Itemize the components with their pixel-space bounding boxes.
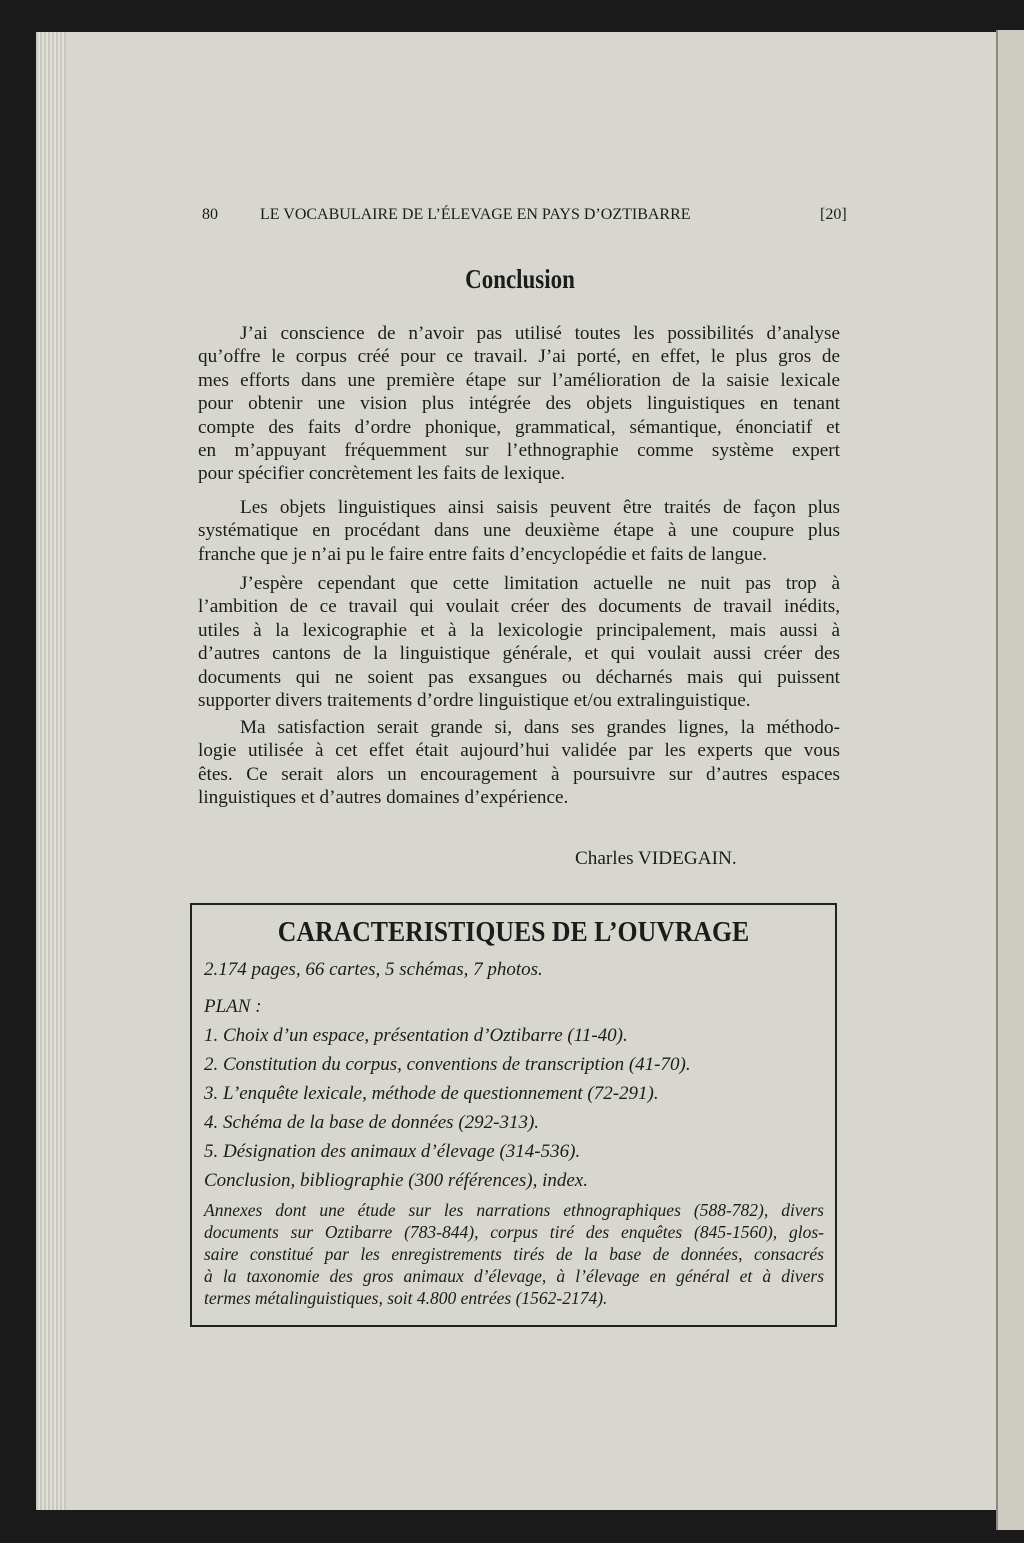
page-edges: [36, 32, 66, 1510]
next-page-edge: [996, 30, 1024, 1530]
text-line: linguistiques et d’autres domaines d’expérience.: [198, 787, 569, 809]
plan-item: 3. L’enquête lexicale, méthode de questionnement (72-291).: [204, 1083, 659, 1104]
plan-label: PLAN :: [204, 996, 262, 1017]
signature: Charles VIDEGAIN.: [575, 848, 737, 869]
text-line: l’ambition de ce travail qui voulait créer des documents de travail inédits,: [198, 596, 840, 618]
plan-item: 1. Choix d’un espace, présentation d’Oztibarre (11-40).: [204, 1025, 628, 1046]
text-line: J’ai conscience de n’avoir pas utilisé toutes les possibilités d’analyse: [240, 323, 840, 344]
box-title: CARACTERISTIQUES DE L’OUVRAGE: [277, 917, 750, 948]
text-line: J’espère cependant que cette limitation actuelle ne nuit pas trop à: [240, 573, 840, 594]
text-line: logie utilisée à cet effet était aujourd’hui validée par les experts que vous: [198, 740, 840, 762]
text-line: utiles à la lexicographie et à la lexicologie principalement, mais aussi à: [198, 619, 840, 641]
summary: 2.174 pages, 66 cartes, 5 schémas, 7 photos.: [204, 959, 543, 980]
text-line: en m’appuyant fréquemment sur l’ethnographie comme système expert: [198, 439, 840, 461]
text-line: documents qui ne soient pas exsangues ou décharnés mais qui puissent: [198, 666, 840, 688]
plan-item: 4. Schéma de la base de données (292-313).: [204, 1112, 540, 1133]
text-line: Ma satisfaction serait grande si, dans ses grandes lignes, la méthodo-: [240, 717, 840, 738]
paragraph-4: [198, 716, 840, 810]
running-title: LE VOCABULAIRE DE L’ÉLEVAGE EN PAYS D’OZTIBARRE: [260, 206, 691, 223]
annexes-line: Annexes dont une étude sur les narrations ethnographiques (588-782), divers: [204, 1200, 824, 1220]
page-number: 80: [202, 206, 218, 223]
text-line: Les objets linguistiques ainsi saisis peuvent être traités de façon plus: [240, 497, 840, 518]
text-line: qu’offre le corpus créé pour ce travail. J’ai porté, en effet, le plus gros de: [198, 346, 840, 368]
annexes-line: documents sur Oztibarre (783-844), corpus tiré des enquêtes (845-1560), glos-: [204, 1222, 824, 1242]
text-line: systématique en procédant dans une deuxième étape à une coupure plus: [198, 520, 840, 542]
text-line: mes efforts dans une première étape sur l’amélioration de la saisie lexicale: [198, 369, 840, 391]
paragraph-3: [198, 572, 840, 712]
text-line: pour obtenir une vision plus intégrée des objets linguistiques en tenant: [198, 393, 840, 415]
book-characteristics-box: [190, 903, 837, 1327]
text-line: pour spécifier concrètement les faits de lexique.: [198, 463, 566, 485]
section-ref: [20]: [820, 206, 847, 223]
text-line: compte des faits d’ordre phonique, grammatical, sémantique, énonciatif et: [198, 416, 840, 438]
paragraph-1: [198, 322, 840, 486]
text-line: supporter divers traitements d’ordre linguistique et/ou extralinguistique.: [198, 689, 751, 711]
plan-item: Conclusion, bibliographie (300 références), index.: [204, 1170, 588, 1191]
annexes-line: termes métalinguistiques, soit 4.800 entrées (1562-2174).: [204, 1288, 608, 1308]
paragraph-2: [198, 496, 840, 566]
plan-item: 2. Constitution du corpus, conventions de transcription (41-70).: [204, 1054, 691, 1075]
text-line: franche que je n’ai pu le faire entre faits d’encyclopédie et faits de langue.: [198, 543, 767, 565]
text-line: êtes. Ce serait alors un encouragement à poursuivre sur d’autres espaces: [198, 763, 840, 785]
annexes-line: saire constitué par les enregistrements tirés de la base de données, consacrés: [204, 1244, 824, 1264]
text-line: d’autres cantons de la linguistique générale, et qui voulait aussi créer des: [198, 643, 840, 665]
section-title: Conclusion: [465, 264, 575, 294]
plan-item: 5. Désignation des animaux d’élevage (314-536).: [204, 1141, 581, 1162]
annexes-line: à la taxonomie des gros animaux d’élevage, à l’élevage en général et à divers: [204, 1266, 824, 1286]
